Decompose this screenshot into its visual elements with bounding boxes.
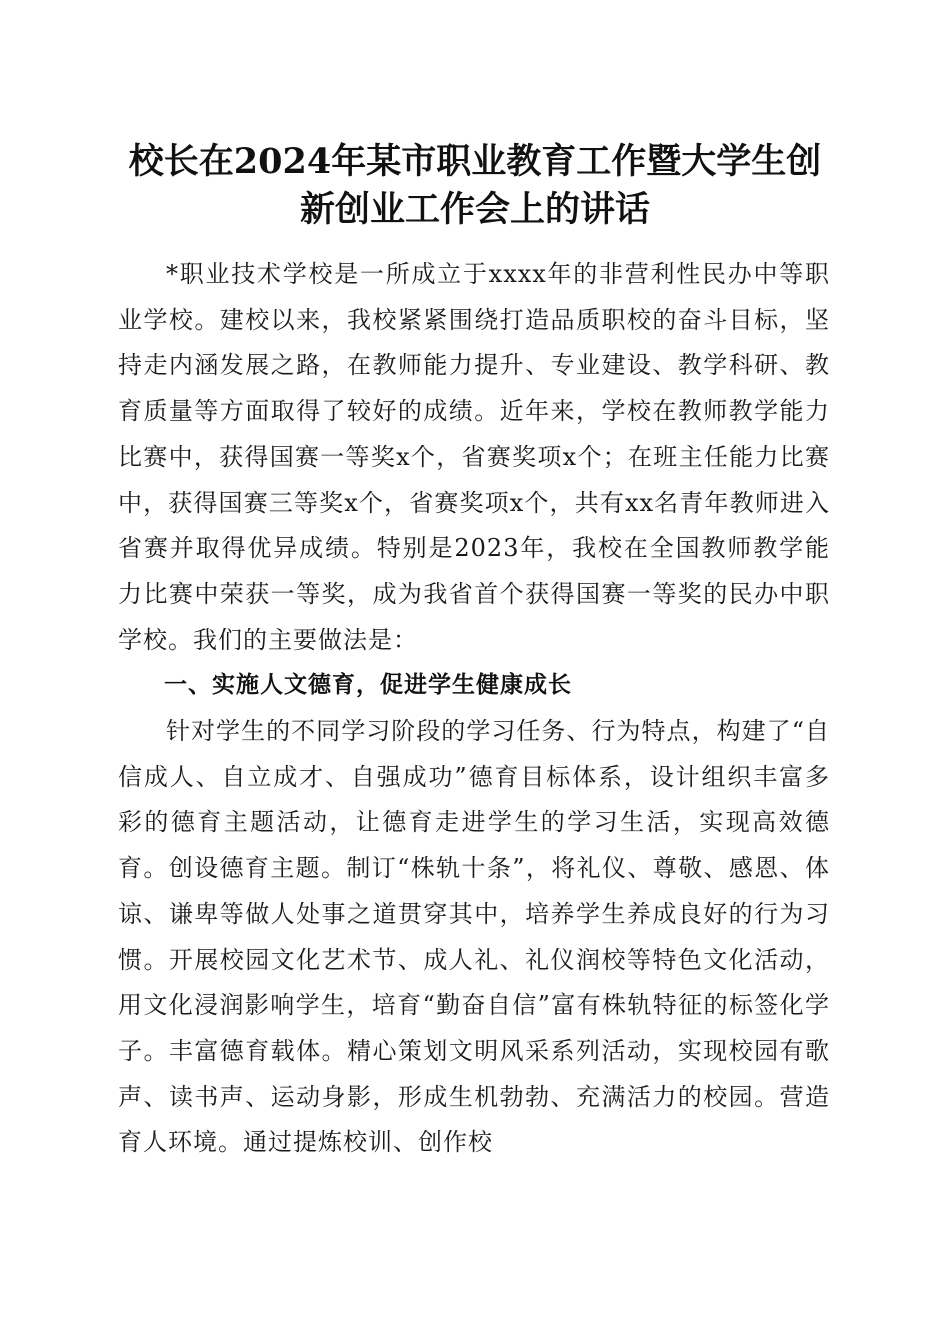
document-body xyxy=(118,252,830,1166)
section-heading-1: 一、实施人文德育，促进学生健康成长 xyxy=(164,672,572,699)
title-line-2: 新创业工作会上的讲话 xyxy=(299,189,650,230)
intro-paragraph: *职业技术学校是一所成立于xxxx年的非营利性民办中等职业学校。建校以来，我校紧紧围绕打造品质职校的奋斗目标，坚持走内涵发展之路，在教师能力提升、专业建设、教学科研、教育质量等方面取得了较好的成绩。近年来，学校在教师教学能力比赛中，获得国赛一等奖x个，省赛奖项x个；在班主任能力比赛中，获得国赛三等奖x个，省赛奖项x个，共有xx名青年教师进入省赛并取得优异成绩。特别是2023年，我校在全国教师教学能力比赛中荣获一等奖，成为我省首个获得国赛一等奖的民办中职学校。我们的主要做法是： xyxy=(118,260,830,654)
title-line-1: 校长在2024年某市职业教育工作暨大学生创 xyxy=(128,141,822,182)
section-1-paragraph: 针对学生的不同学习阶段的学习任务、行为特点，构建了“自信成人、自立成才、自强成功”德育目标体系，设计组织丰富多彩的德育主题活动，让德育走进学生的学习生活，实现高效德育。创设德育主题。制订“株轨十条”，将礼仪、尊敬、感恩、体谅、谦卑等做人处事之道贯穿其中，培养学生养成良好的行为习惯。开展校园文化艺术节、成人礼、礼仪润校等特色文化活动，用文化浸润影响学生，培育“勤奋自信”富有株轨特征的标签化学子。丰富德育载体。精心策划文明风采系列活动，实现校园有歌声、读书声、运动身影，形成生机勃勃、充满活力的校园。营造育人环境。通过提炼校训、创作校 xyxy=(118,717,830,1157)
document-title xyxy=(100,138,850,234)
